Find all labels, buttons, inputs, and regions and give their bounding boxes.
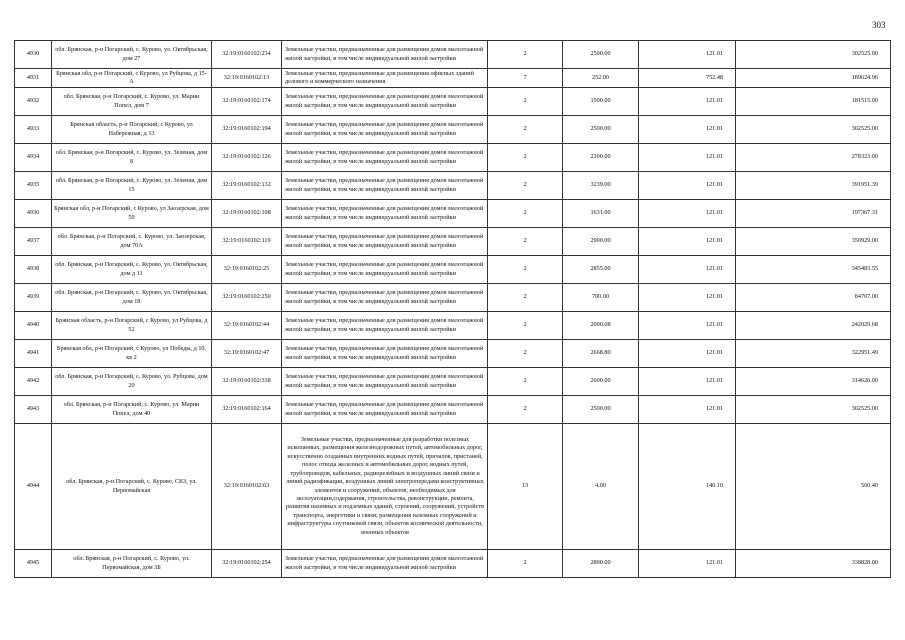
address-cell: Брянская обл, р-н Погарский, с Курово, ул Победы, д 10, кв 2 (52, 340, 212, 368)
specific-value-cell: 121.01 (639, 340, 736, 368)
address-cell: обл. Брянская, р-н Погарский, с. Курово, ул. Марии Попел, дом 40 (52, 396, 212, 424)
land-use-cell: Земельные участки, предназначенные для размещения домов малоэтажной жилой застройки, в том числе индивидуальной жилой застройки (282, 88, 488, 116)
row-number-cell: 4936 (15, 200, 52, 228)
cadastral-value-cell: 302525.00 (736, 116, 891, 144)
land-use-cell: Земельные участки, предназначенные для размещения домов малоэтажной жилой застройки, в том числе индивидуальной жилой застройки (282, 284, 488, 312)
cadastral-value-cell: 338828.00 (736, 550, 891, 578)
area-cell: 1500.00 (563, 88, 639, 116)
table-row (15, 172, 891, 200)
cadastral-number-cell: 32:19:0160102:25 (212, 256, 282, 284)
row-number-cell: 4933 (15, 116, 52, 144)
table-row (15, 200, 891, 228)
row-number-cell: 4943 (15, 396, 52, 424)
cadastral-number-cell: 32:19:0160102:13 (212, 69, 282, 88)
cadastral-number-cell: 32:19:0160102:174 (212, 88, 282, 116)
land-use-cell: Земельные участки, предназначенные для размещения домов малоэтажной жилой застройки, в том числе индивидуальной жилой застройки (282, 41, 488, 69)
specific-value-cell: 121.01 (639, 228, 736, 256)
cadastral-value-cell: 322951.49 (736, 340, 891, 368)
group-cell: 2 (488, 116, 563, 144)
cadastral-number-cell: 32:19:0160102:63 (212, 424, 282, 550)
address-cell: обл. Брянская, р-н Погарский, с. Курово, ул. Заозерская, дом 70А (52, 228, 212, 256)
row-number-cell: 4937 (15, 228, 52, 256)
table-row (15, 88, 891, 116)
group-cell: 7 (488, 69, 563, 88)
group-cell: 2 (488, 396, 563, 424)
area-cell: 2300.00 (563, 144, 639, 172)
cadastral-value-cell: 302525.00 (736, 41, 891, 69)
land-use-cell: Земельные участки, предназначенные для размещения домов малоэтажной жилой застройки, в том числе индивидуальной жилой застройки (282, 228, 488, 256)
specific-value-cell: 121.01 (639, 284, 736, 312)
table-row (15, 340, 891, 368)
specific-value-cell: 121.01 (639, 256, 736, 284)
table-row (15, 41, 891, 69)
cadastral-value-cell: 345483.55 (736, 256, 891, 284)
group-cell: 2 (488, 550, 563, 578)
group-cell: 2 (488, 200, 563, 228)
area-cell: 252.00 (563, 69, 639, 88)
table-row (15, 144, 891, 172)
land-use-cell: Земельные участки, предназначенные для размещения домов малоэтажной жилой застройки, в том числе индивидуальной жилой застройки (282, 200, 488, 228)
land-use-cell: Земельные участки, предназначенные для размещения домов малоэтажной жилой застройки, в том числе индивидуальной жилой застройки (282, 144, 488, 172)
address-cell: обл. Брянская, р-н Погарский, с. Курово, ул. Октябрьская, дом 27 (52, 41, 212, 69)
group-cell: 2 (488, 228, 563, 256)
row-number-cell: 4942 (15, 368, 52, 396)
specific-value-cell: 121.01 (639, 200, 736, 228)
specific-value-cell: 121.01 (639, 312, 736, 340)
cadastral-value-table (14, 40, 891, 578)
area-cell: 2500.00 (563, 396, 639, 424)
row-number-cell: 4945 (15, 550, 52, 578)
specific-value-cell: 121.01 (639, 144, 736, 172)
cadastral-number-cell: 32:19:0160102:47 (212, 340, 282, 368)
cadastral-value-cell: 84707.00 (736, 284, 891, 312)
address-cell: обл. Брянская, р-н Погарский, с. Курово, ул. Октябрьская, дом д 11 (52, 256, 212, 284)
row-number-cell: 4939 (15, 284, 52, 312)
cadastral-value-cell: 302525.00 (736, 396, 891, 424)
land-use-cell: Земельные участки, предназначенные для размещения домов малоэтажной жилой застройки, в том числе индивидуальной жилой застройки (282, 116, 488, 144)
group-cell: 13 (488, 424, 563, 550)
cadastral-value-cell: 181515.00 (736, 88, 891, 116)
table-row (15, 368, 891, 396)
land-use-cell: Земельные участки, предназначенные для размещения домов малоэтажной жилой застройки, в том числе индивидуальной жилой застройки (282, 172, 488, 200)
address-cell: обл. Брянская, р-н Погарский, с. Курово, ул. Зеленая, дом 8 (52, 144, 212, 172)
specific-value-cell: 121.01 (639, 41, 736, 69)
table-row (15, 116, 891, 144)
specific-value-cell: 121.01 (639, 396, 736, 424)
group-cell: 2 (488, 88, 563, 116)
cadastral-value-cell: 314626.00 (736, 368, 891, 396)
specific-value-cell: 752.48 (639, 69, 736, 88)
specific-value-cell: 121.01 (639, 368, 736, 396)
group-cell: 2 (488, 144, 563, 172)
area-cell: 4.00 (563, 424, 639, 550)
land-use-cell: Земельные участки, предназначенные для размещения домов малоэтажной жилой застройки, в том числе индивидуальной жилой застройки (282, 368, 488, 396)
cadastral-number-cell: 32:19:0160102:119 (212, 228, 282, 256)
row-number-cell: 4932 (15, 88, 52, 116)
cadastral-value-cell: 197367.31 (736, 200, 891, 228)
land-use-cell: Земельные участки, предназначенные для размещения домов малоэтажной жилой застройки, в том числе индивидуальной жилой застройки (282, 550, 488, 578)
address-cell: обл. Брянская, р-н Погарский, с. Курово, ул. Зеленая, дом 15 (52, 172, 212, 200)
group-cell: 2 (488, 368, 563, 396)
table-row (15, 228, 891, 256)
group-cell: 2 (488, 340, 563, 368)
land-use-cell: Земельные участки, предназначенные для разработки полезных ископаемых, размещения железнодорожных путей, автомобильных дорог, искусственно созданных внутренних водных путей, причалов, пристаней, полос отвода железных и автомобильных дорог, водных путей, трубопроводов, кабельных, радиорелейных и воздушных линий связи и линий радиофикации, воздушных линий электропередачи конструктивных элементов и сооружений, объектов, необходимых для эксплуатации,содержания, строительства, реконструкции, ремонта, развития наземных и подземных зданий, строений, сооружений, устройств транспорта, энергетики и связи; размещения наземных сооружений и инфраструктуры спутниковой связи, объектов космической деятельности, военных объектов (282, 424, 488, 550)
cadastral-number-cell: 32:19:0160102:126 (212, 144, 282, 172)
land-use-cell: Земельные участки, предназначенные для размещения домов малоэтажной жилой застройки, в том числе индивидуальной жилой застройки (282, 256, 488, 284)
table-row (15, 312, 891, 340)
address-cell: Брянская область, р-н Погарский, с Курово, ул Рубцова, д 52 (52, 312, 212, 340)
cadastral-number-cell: 32:19:0160102:338 (212, 368, 282, 396)
row-number-cell: 4930 (15, 41, 52, 69)
group-cell: 2 (488, 256, 563, 284)
address-cell: обл. Брянская, р-н Погарский, с. Курово, СКЗ, ул. Первомайская (52, 424, 212, 550)
table-row (15, 69, 891, 88)
specific-value-cell: 121.01 (639, 550, 736, 578)
cadastral-number-cell: 32:19:0160102:44 (212, 312, 282, 340)
area-cell: 2900.00 (563, 228, 639, 256)
address-cell: обл. Брянская, р-н Погарский, с. Курово, ул. Октябрьская, дом 18 (52, 284, 212, 312)
area-cell: 2600.00 (563, 368, 639, 396)
table-row (15, 550, 891, 578)
cadastral-value-cell: 189624.96 (736, 69, 891, 88)
table-row (15, 424, 891, 550)
area-cell: 2800.00 (563, 550, 639, 578)
specific-value-cell: 121.01 (639, 88, 736, 116)
address-cell: обл. Брянская, р-н Погарский, с. Курово, ул. Первомайская, дом 3Б (52, 550, 212, 578)
table-body (15, 41, 891, 578)
specific-value-cell: 121.01 (639, 172, 736, 200)
row-number-cell: 4941 (15, 340, 52, 368)
group-cell: 2 (488, 284, 563, 312)
row-number-cell: 4940 (15, 312, 52, 340)
row-number-cell: 4944 (15, 424, 52, 550)
table-row (15, 256, 891, 284)
page-number: 303 (872, 20, 886, 30)
land-use-cell: Земельные участки, предназначенные для размещения домов малоэтажной жилой застройки, в том числе индивидуальной жилой застройки (282, 340, 488, 368)
land-use-cell: Земельные участки, предназначенные для размещения офисных зданий делового и коммерческого назначения (282, 69, 488, 88)
group-cell: 2 (488, 312, 563, 340)
cadastral-number-cell: 32:19:0160102:194 (212, 116, 282, 144)
address-cell: Брянская обл, р-н Погарский, с Курово, ул Заозерская, дом 50 (52, 200, 212, 228)
cadastral-value-cell: 560.40 (736, 424, 891, 550)
specific-value-cell: 121.01 (639, 116, 736, 144)
area-cell: 3239.00 (563, 172, 639, 200)
area-cell: 2500.00 (563, 116, 639, 144)
row-number-cell: 4935 (15, 172, 52, 200)
cadastral-value-cell: 391951.39 (736, 172, 891, 200)
cadastral-value-cell: 242029.68 (736, 312, 891, 340)
cadastral-number-cell: 32:19:0160102:250 (212, 284, 282, 312)
cadastral-number-cell: 32:19:0160102:132 (212, 172, 282, 200)
cadastral-value-cell: 350929.00 (736, 228, 891, 256)
land-use-cell: Земельные участки, предназначенные для размещения домов малоэтажной жилой застройки, в том числе индивидуальной жилой застройки (282, 312, 488, 340)
address-cell: обл. Брянская, р-н Погарский, с. Курово, ул. Рубцова, дом 20 (52, 368, 212, 396)
group-cell: 2 (488, 172, 563, 200)
cadastral-value-cell: 278323.00 (736, 144, 891, 172)
cadastral-number-cell: 32:19:0160102:108 (212, 200, 282, 228)
area-cell: 2000.08 (563, 312, 639, 340)
area-cell: 1631.00 (563, 200, 639, 228)
row-number-cell: 4931 (15, 69, 52, 88)
area-cell: 700.00 (563, 284, 639, 312)
area-cell: 2500.00 (563, 41, 639, 69)
cadastral-number-cell: 32:19:0160102:164 (212, 396, 282, 424)
cadastral-number-cell: 32:19:0160102:234 (212, 41, 282, 69)
land-use-cell: Земельные участки, предназначенные для размещения домов малоэтажной жилой застройки, в том числе индивидуальной жилой застройки (282, 396, 488, 424)
area-cell: 2855.00 (563, 256, 639, 284)
row-number-cell: 4934 (15, 144, 52, 172)
row-number-cell: 4938 (15, 256, 52, 284)
table-row (15, 396, 891, 424)
area-cell: 2668.80 (563, 340, 639, 368)
address-cell: обл. Брянская, р-н Погарский, с. Курово, ул. Марии Попел, дом 7 (52, 88, 212, 116)
address-cell: Брянская область, р-н Погарский, с Курово, ул Набережная, д 13 (52, 116, 212, 144)
address-cell: Брянская обл, р-н Погарский, с Курово, ул Рубцова, д 15-А (52, 69, 212, 88)
group-cell: 2 (488, 41, 563, 69)
table-row (15, 284, 891, 312)
cadastral-number-cell: 32:19:0160102:254 (212, 550, 282, 578)
specific-value-cell: 140.10 (639, 424, 736, 550)
